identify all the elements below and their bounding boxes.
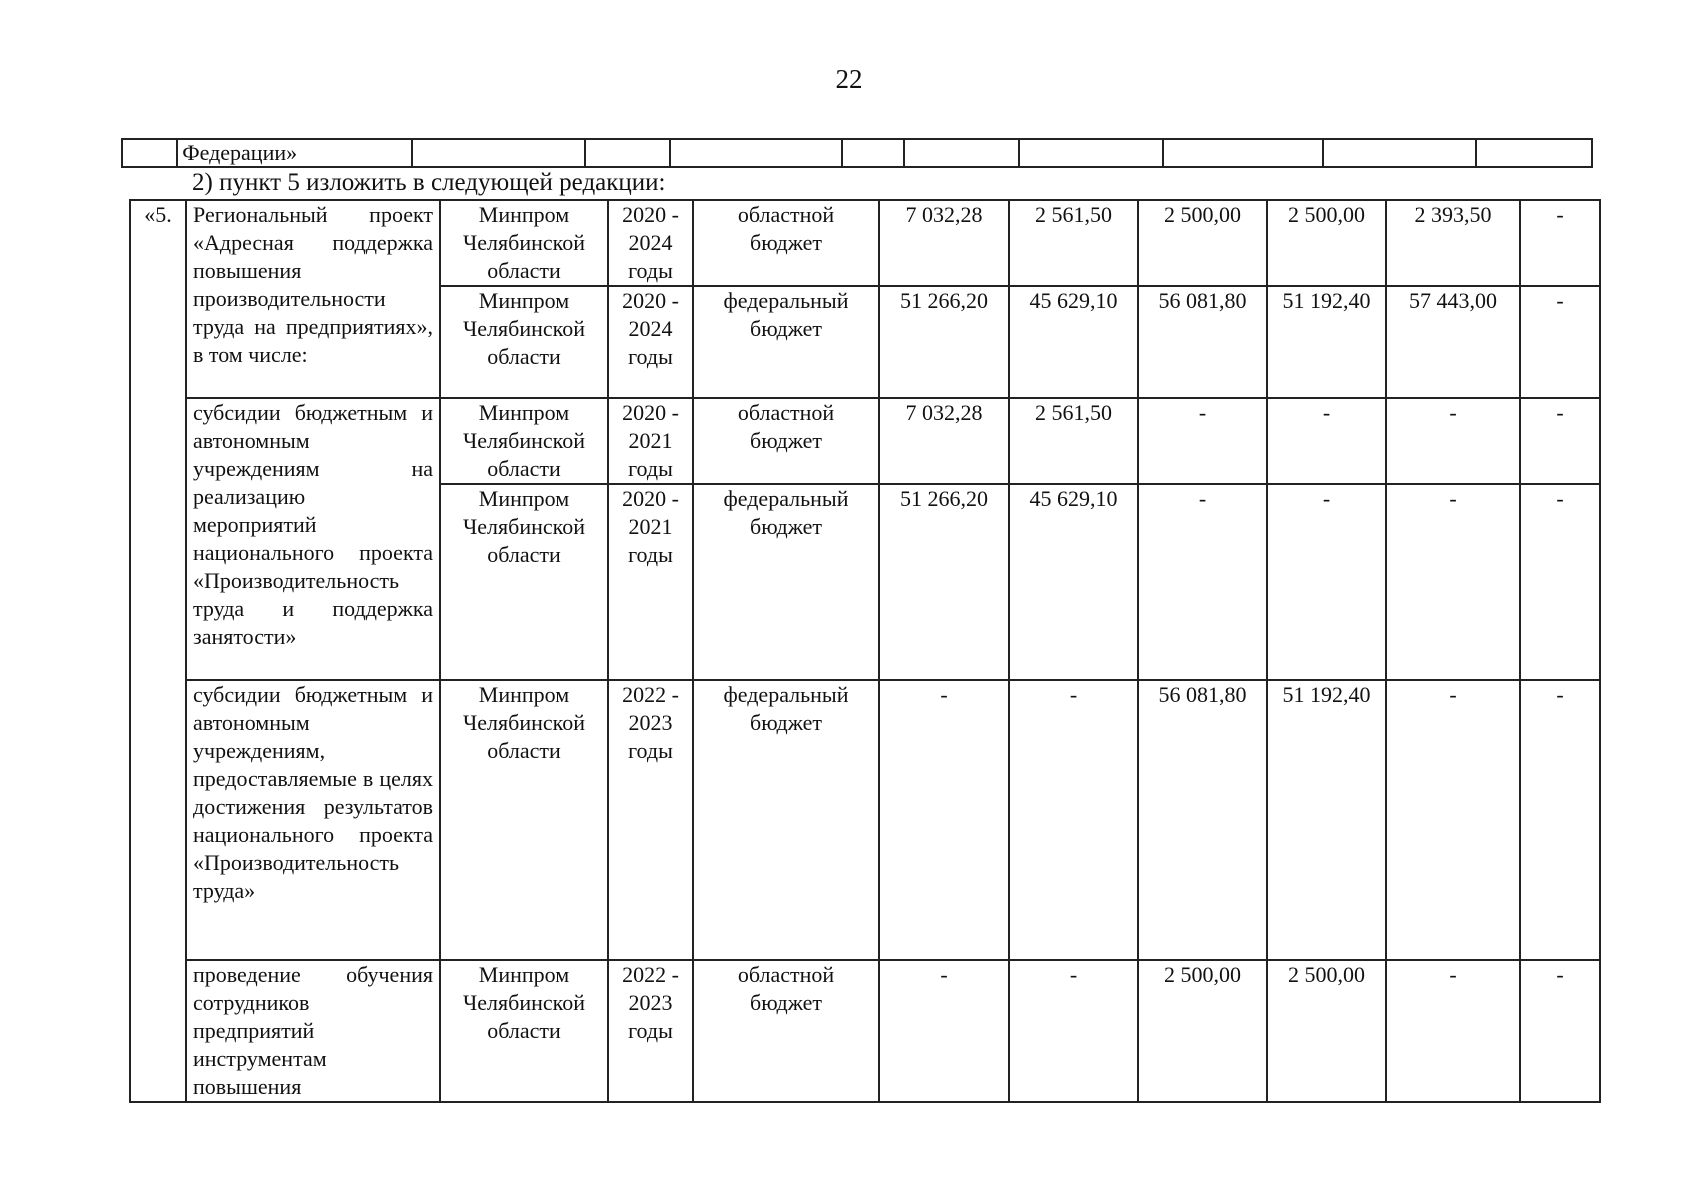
period: 2022 - 2023 годы	[608, 680, 693, 960]
value-cell: -	[1520, 484, 1600, 680]
previous-table-row	[122, 139, 1592, 167]
value-cell: -	[1386, 484, 1520, 680]
value-cell: 51 192,40	[1267, 680, 1386, 960]
executor: Минпром Челябинской области	[440, 484, 608, 680]
activity-name: субсидии бюджетным и автономным учреждениям, предоставляемые в целях достижения результатов национального проекта «Производительность труда»	[186, 680, 440, 960]
instruction-text: 2) пункт 5 изложить в следующей редакции:	[192, 169, 666, 196]
activity-name: субсидии бюджетным и автономным учреждениям на реализацию мероприятий национального проекта «Производительность труда и поддержка занятости»	[186, 398, 440, 680]
table-row	[130, 200, 1600, 286]
previous-row-text: Федерации»	[177, 139, 412, 167]
value-cell: -	[1386, 680, 1520, 960]
value-cell: 2 500,00	[1267, 960, 1386, 1102]
value-cell: 2 561,50	[1009, 200, 1138, 286]
value-cell: -	[1267, 398, 1386, 484]
program-table	[129, 199, 1601, 1103]
value-cell: -	[1520, 200, 1600, 286]
value-cell: 2 561,50	[1009, 398, 1138, 484]
value-cell: 51 192,40	[1267, 286, 1386, 398]
period: 2022 - 2023 годы	[608, 960, 693, 1102]
period: 2020 - 2024 годы	[608, 200, 693, 286]
value-cell: -	[1267, 484, 1386, 680]
value-cell: 56 081,80	[1138, 680, 1267, 960]
table-row	[130, 960, 1600, 1102]
executor: Минпром Челябинской области	[440, 286, 608, 398]
value-cell: -	[1009, 960, 1138, 1102]
item-number: «5.	[130, 200, 186, 1102]
value-cell: -	[1520, 286, 1600, 398]
executor: Минпром Челябинской области	[440, 200, 608, 286]
value-cell: 51 266,20	[879, 484, 1009, 680]
value-cell: 2 500,00	[1267, 200, 1386, 286]
value-cell: 57 443,00	[1386, 286, 1520, 398]
activity-name: проведение обучения сотрудников предприятий инструментам повышения	[186, 960, 440, 1102]
table-row	[130, 398, 1600, 484]
period: 2020 - 2024 годы	[608, 286, 693, 398]
value-cell: 7 032,28	[879, 200, 1009, 286]
value-cell: 56 081,80	[1138, 286, 1267, 398]
funding-source: федеральный бюджет	[693, 680, 879, 960]
value-cell: 2 393,50	[1386, 200, 1520, 286]
funding-source: областной бюджет	[693, 398, 879, 484]
value-cell: -	[1386, 398, 1520, 484]
value-cell: 51 266,20	[879, 286, 1009, 398]
funding-source: областной бюджет	[693, 200, 879, 286]
value-cell: 2 500,00	[1138, 960, 1267, 1102]
value-cell: -	[879, 680, 1009, 960]
value-cell: -	[1520, 398, 1600, 484]
value-cell: 2 500,00	[1138, 200, 1267, 286]
page-number: 22	[835, 64, 863, 94]
executor: Минпром Челябинской области	[440, 680, 608, 960]
value-cell: 45 629,10	[1009, 286, 1138, 398]
activity-name: Региональный проект «Адресная поддержка повышения производительности труда на предприятиях», в том числе:	[186, 200, 440, 398]
value-cell: 7 032,28	[879, 398, 1009, 484]
value-cell: -	[1386, 960, 1520, 1102]
funding-source: федеральный бюджет	[693, 484, 879, 680]
value-cell: 45 629,10	[1009, 484, 1138, 680]
value-cell: -	[1009, 680, 1138, 960]
funding-source: федеральный бюджет	[693, 286, 879, 398]
table-row	[130, 680, 1600, 960]
executor: Минпром Челябинской области	[440, 960, 608, 1102]
period: 2020 - 2021 годы	[608, 484, 693, 680]
executor: Минпром Челябинской области	[440, 398, 608, 484]
period: 2020 - 2021 годы	[608, 398, 693, 484]
value-cell: -	[1520, 680, 1600, 960]
value-cell: -	[1520, 960, 1600, 1102]
funding-source: областной бюджет	[693, 960, 879, 1102]
previous-table-fragment	[121, 138, 1593, 168]
value-cell: -	[1138, 484, 1267, 680]
value-cell: -	[1138, 398, 1267, 484]
value-cell: -	[879, 960, 1009, 1102]
